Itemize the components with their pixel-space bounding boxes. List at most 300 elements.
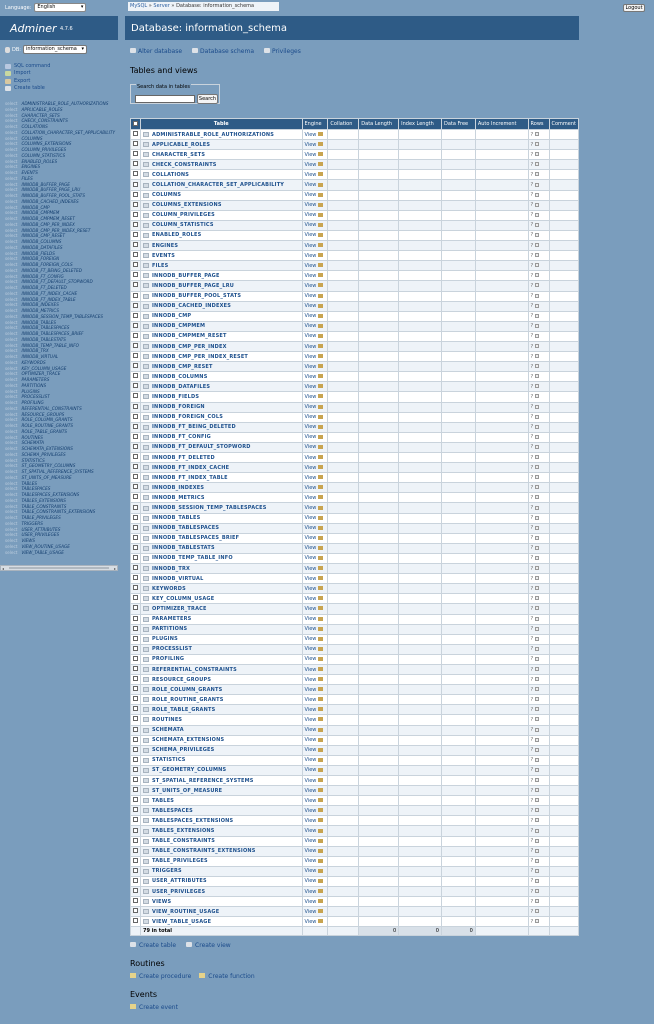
view-link[interactable]: View — [304, 313, 317, 320]
row-checkbox[interactable] — [131, 584, 141, 594]
sidebar-table-link[interactable]: EVENTS — [21, 170, 38, 175]
rows-edit-icon[interactable] — [535, 364, 539, 368]
alter-view-icon[interactable] — [318, 233, 323, 237]
sidebar-table-link[interactable]: COLUMNS_EXTENSIONS — [21, 141, 72, 147]
table-name[interactable]: TABLE_CONSTRAINTS — [152, 838, 216, 845]
create-procedure-item[interactable] — [130, 973, 191, 980]
column-header-rows[interactable]: Rows — [528, 119, 549, 130]
table-name[interactable]: RESOURCE_GROUPS — [152, 676, 212, 683]
sidebar-table-link[interactable]: OPTIMIZER_TRACE — [21, 371, 61, 377]
sidebar-select-link[interactable]: select — [5, 354, 18, 359]
view-link[interactable]: View — [304, 888, 317, 895]
sidebar-table-link[interactable]: VIEW_TABLE_USAGE — [21, 549, 64, 555]
view-link[interactable]: View — [304, 151, 317, 158]
sidebar-table-link[interactable]: INNODB_DATAFILES — [21, 244, 63, 250]
table-link[interactable] — [143, 303, 300, 309]
sidebar-table-link[interactable]: KEYWORDS — [21, 359, 46, 365]
table-name[interactable]: INNODB_INDEXES — [152, 484, 205, 491]
row-checkbox[interactable] — [131, 392, 141, 402]
table-link[interactable] — [143, 354, 300, 360]
sidebar-select-link[interactable]: select — [5, 187, 18, 193]
row-checkbox[interactable] — [131, 362, 141, 372]
sidebar-select-link[interactable]: select — [5, 181, 18, 187]
sidebar-table-link[interactable]: FILES — [21, 175, 33, 181]
view-link[interactable]: View — [304, 434, 317, 441]
sidebar-table-link[interactable]: INNODB_CMP_PER_INDEX — [21, 221, 75, 227]
row-checkbox[interactable] — [131, 372, 141, 382]
alter-view-icon[interactable] — [318, 606, 323, 610]
table-name[interactable]: INNODB_SESSION_TEMP_TABLESPACES — [152, 505, 267, 512]
rows-edit-icon[interactable] — [535, 879, 539, 883]
sidebar-select-link[interactable]: select — [5, 106, 18, 112]
rows-edit-icon[interactable] — [535, 132, 539, 136]
sidebar-select-link[interactable]: select — [5, 428, 18, 434]
import-link[interactable]: Import — [14, 70, 31, 77]
sidebar-table-link[interactable]: ENGINES — [21, 164, 41, 170]
rows-edit-icon[interactable] — [535, 788, 539, 792]
table-link[interactable] — [143, 616, 300, 622]
table-link[interactable] — [143, 626, 300, 632]
sidebar-select-link[interactable]: select — [5, 336, 18, 342]
sidebar-table-link[interactable]: TABLE_CONSTRAINTS — [21, 503, 67, 509]
rows-edit-icon[interactable] — [535, 152, 539, 156]
sidebar-table-link[interactable]: REFERENTIAL_CONSTRAINTS — [21, 405, 82, 411]
alter-view-icon[interactable] — [318, 223, 323, 227]
table-link[interactable] — [143, 202, 300, 208]
alter-view-icon[interactable] — [318, 253, 323, 257]
row-checkbox[interactable] — [131, 271, 141, 281]
sidebar-table-link[interactable]: INNODB_BUFFER_POOL_STATS — [21, 193, 85, 198]
row-checkbox[interactable] — [131, 402, 141, 412]
alter-view-icon[interactable] — [318, 526, 323, 530]
rows-edit-icon[interactable] — [535, 384, 539, 388]
table-link[interactable] — [143, 586, 300, 592]
create-table-link[interactable]: Create table — [14, 84, 45, 91]
rows-edit-icon[interactable] — [535, 758, 539, 762]
sidebar-select-link[interactable]: select — [5, 411, 18, 417]
row-checkbox[interactable] — [131, 432, 141, 442]
table-link[interactable] — [143, 838, 300, 844]
sidebar-table-link[interactable]: INNODB_TABLESPACES — [21, 325, 70, 331]
table-link[interactable] — [143, 868, 300, 874]
view-link[interactable]: View — [304, 737, 317, 744]
view-link[interactable]: View — [304, 242, 317, 249]
rows-edit-icon[interactable] — [535, 172, 539, 176]
view-link[interactable]: View — [304, 535, 317, 542]
table-link[interactable] — [143, 152, 300, 158]
table-name[interactable]: OPTIMIZER_TRACE — [152, 605, 207, 612]
table-link[interactable] — [143, 576, 300, 582]
table-link[interactable] — [143, 333, 300, 339]
table-link[interactable] — [143, 747, 300, 753]
alter-view-icon[interactable] — [318, 818, 323, 822]
create-event-item[interactable] — [130, 1004, 178, 1011]
breadcrumb-server-link[interactable]: Server — [153, 3, 170, 9]
sidebar-horizontal-scrollbar[interactable] — [0, 565, 118, 571]
alter-view-icon[interactable] — [318, 546, 323, 550]
table-name[interactable]: COLUMNS_EXTENSIONS — [152, 202, 222, 209]
sidebar-table-link[interactable]: PARAMETERS — [21, 377, 50, 382]
alter-view-icon[interactable] — [318, 172, 323, 176]
alter-view-icon[interactable] — [318, 859, 323, 863]
table-link[interactable] — [143, 727, 300, 733]
view-link[interactable]: View — [304, 787, 317, 794]
select-all-checkbox[interactable] — [131, 119, 141, 130]
alter-view-icon[interactable] — [318, 576, 323, 580]
row-checkbox[interactable] — [131, 594, 141, 604]
row-checkbox[interactable] — [131, 180, 141, 190]
row-checkbox[interactable] — [131, 170, 141, 180]
table-link[interactable] — [143, 263, 300, 269]
table-name[interactable]: INNODB_BUFFER_PAGE_LRU — [152, 282, 235, 289]
rows-edit-icon[interactable] — [535, 596, 539, 600]
table-link[interactable] — [143, 848, 300, 854]
table-name[interactable]: INNODB_FT_DELETED — [152, 454, 215, 461]
view-link[interactable]: View — [304, 515, 317, 522]
command-create-table[interactable] — [5, 85, 50, 92]
table-name[interactable]: USER_PRIVILEGES — [152, 888, 206, 895]
sidebar-select-link[interactable]: select — [5, 256, 18, 262]
view-link[interactable]: View — [304, 474, 317, 481]
sidebar-select-link[interactable]: select — [5, 233, 18, 239]
alter-database-link[interactable]: Alter database — [138, 48, 183, 55]
sidebar-select-link[interactable]: select — [5, 244, 18, 250]
row-checkbox[interactable] — [131, 331, 141, 341]
row-checkbox[interactable] — [131, 543, 141, 553]
view-link[interactable]: View — [304, 323, 317, 330]
row-checkbox[interactable] — [131, 897, 141, 907]
sidebar-select-link[interactable]: select — [5, 394, 18, 400]
table-name[interactable]: ROLE_ROUTINE_GRANTS — [152, 696, 224, 703]
alter-view-icon[interactable] — [318, 657, 323, 661]
alter-view-icon[interactable] — [318, 495, 323, 499]
rows-edit-icon[interactable] — [535, 576, 539, 580]
alter-view-icon[interactable] — [318, 697, 323, 701]
rows-edit-icon[interactable] — [535, 334, 539, 338]
rows-edit-icon[interactable] — [535, 526, 539, 530]
row-checkbox[interactable] — [131, 321, 141, 331]
row-checkbox[interactable] — [131, 190, 141, 200]
create-table-item[interactable] — [130, 942, 176, 949]
sidebar-select-link[interactable]: select — [5, 388, 18, 394]
table-name[interactable]: VIEW_TABLE_USAGE — [152, 918, 212, 925]
table-name[interactable]: SCHEMA_PRIVILEGES — [152, 747, 215, 754]
alter-view-icon[interactable] — [318, 627, 323, 631]
sidebar-select-link[interactable]: select — [5, 348, 18, 354]
row-checkbox[interactable] — [131, 856, 141, 866]
privileges-item[interactable] — [264, 48, 301, 55]
sidebar-table-link[interactable]: COLUMNS — [21, 135, 43, 141]
rows-edit-icon[interactable] — [535, 183, 539, 187]
table-name[interactable]: PARTITIONS — [152, 626, 188, 633]
view-link[interactable]: View — [304, 727, 317, 734]
sidebar-select-link[interactable]: select — [5, 267, 18, 273]
table-name[interactable]: KEYWORDS — [152, 585, 186, 592]
view-link[interactable]: View — [304, 505, 317, 512]
sidebar-table-link[interactable]: ROLE_TABLE_GRANTS — [21, 428, 68, 434]
view-link[interactable]: View — [304, 828, 317, 835]
rows-edit-icon[interactable] — [535, 283, 539, 287]
table-name[interactable]: ST_GEOMETRY_COLUMNS — [152, 767, 227, 774]
table-link[interactable] — [143, 142, 300, 148]
alter-database-item[interactable] — [130, 48, 182, 55]
table-link[interactable] — [143, 798, 300, 804]
row-checkbox[interactable] — [131, 382, 141, 392]
table-link[interactable] — [143, 677, 300, 683]
rows-edit-icon[interactable] — [535, 798, 539, 802]
view-link[interactable]: View — [304, 838, 317, 845]
sidebar-table-link[interactable]: INNODB_CMPMEM — [21, 210, 60, 216]
view-link[interactable]: View — [304, 848, 317, 855]
table-link[interactable] — [143, 414, 300, 420]
table-name[interactable]: INNODB_TABLESTATS — [152, 545, 215, 552]
column-header-data-free[interactable]: Data Free — [441, 119, 475, 130]
logout-button[interactable]: Logout — [623, 4, 645, 12]
alter-view-icon[interactable] — [318, 707, 323, 711]
create-procedure-link[interactable]: Create procedure — [139, 973, 192, 980]
rows-edit-icon[interactable] — [535, 203, 539, 207]
view-link[interactable]: View — [304, 636, 317, 643]
sidebar-select-link[interactable]: select — [5, 515, 18, 520]
table-name[interactable]: INNODB_FT_INDEX_CACHE — [152, 464, 230, 471]
table-link[interactable] — [143, 475, 300, 481]
table-name[interactable]: ROLE_TABLE_GRANTS — [152, 706, 216, 713]
sidebar-select-link[interactable]: select — [5, 359, 18, 365]
sidebar-table-link[interactable]: TABLE_PRIVILEGES — [21, 515, 61, 520]
rows-edit-icon[interactable] — [535, 697, 539, 701]
sidebar-select-link[interactable]: select — [5, 118, 18, 124]
alter-view-icon[interactable] — [318, 637, 323, 641]
row-checkbox[interactable] — [131, 887, 141, 897]
sidebar-select-link[interactable]: select — [5, 147, 18, 152]
sidebar-select-link[interactable]: select — [5, 365, 18, 371]
table-name[interactable]: INNODB_BUFFER_POOL_STATS — [152, 293, 242, 300]
table-link[interactable] — [143, 899, 300, 905]
sidebar-table-link[interactable]: INNODB_FT_BEING_DELETED — [21, 267, 83, 273]
table-link[interactable] — [143, 606, 300, 612]
rows-edit-icon[interactable] — [535, 445, 539, 449]
search-input[interactable] — [135, 95, 195, 103]
sidebar-table-link[interactable]: KEY_COLUMN_USAGE — [21, 365, 67, 371]
row-checkbox[interactable] — [131, 200, 141, 210]
sidebar-select-link[interactable]: select — [5, 164, 18, 170]
rows-edit-icon[interactable] — [535, 859, 539, 863]
column-header-collation[interactable]: Collation — [328, 119, 359, 130]
alter-view-icon[interactable] — [318, 667, 323, 671]
rows-edit-icon[interactable] — [535, 344, 539, 348]
sidebar-table-link[interactable]: CHARACTER_SETS — [21, 112, 60, 118]
alter-view-icon[interactable] — [318, 829, 323, 833]
privileges-link[interactable]: Privileges — [272, 48, 301, 55]
rows-edit-icon[interactable] — [535, 738, 539, 742]
view-link[interactable]: View — [304, 868, 317, 875]
table-link[interactable] — [143, 737, 300, 743]
rows-edit-icon[interactable] — [535, 374, 539, 378]
sidebar-table-link[interactable]: TABLE_CONSTRAINTS_EXTENSIONS — [21, 509, 96, 515]
sidebar-table-link[interactable]: VIEW_ROUTINE_USAGE — [21, 543, 70, 549]
row-checkbox[interactable] — [131, 806, 141, 816]
database-schema-item[interactable] — [192, 48, 254, 55]
sidebar-table-link[interactable]: INNODB_FT_INDEX_CACHE — [21, 290, 78, 296]
row-checkbox[interactable] — [131, 140, 141, 150]
sidebar-select-link[interactable]: select — [5, 480, 18, 486]
sidebar-table-link[interactable]: SCHEMATA — [21, 440, 45, 446]
sidebar-select-link[interactable]: select — [5, 221, 18, 227]
scrollbar-thumb[interactable] — [9, 567, 109, 569]
rows-edit-icon[interactable] — [535, 516, 539, 520]
rows-edit-icon[interactable] — [535, 637, 539, 641]
alter-view-icon[interactable] — [318, 788, 323, 792]
sidebar-table-link[interactable]: ST_GEOMETRY_COLUMNS — [21, 463, 76, 469]
sidebar-table-item[interactable] — [5, 550, 119, 556]
alter-view-icon[interactable] — [318, 647, 323, 651]
table-link[interactable] — [143, 545, 300, 551]
rows-edit-icon[interactable] — [535, 869, 539, 873]
sidebar-select-link[interactable]: select — [5, 538, 18, 543]
view-link[interactable]: View — [304, 444, 317, 451]
alter-view-icon[interactable] — [318, 364, 323, 368]
table-link[interactable] — [143, 697, 300, 703]
table-name[interactable]: ST_SPATIAL_REFERENCE_SYSTEMS — [152, 777, 254, 784]
sidebar-select-link[interactable]: select — [5, 302, 18, 308]
row-checkbox[interactable] — [131, 150, 141, 160]
alter-view-icon[interactable] — [318, 304, 323, 308]
view-link[interactable]: View — [304, 595, 317, 602]
command-import[interactable] — [5, 70, 50, 77]
table-name[interactable]: FILES — [152, 262, 169, 269]
view-link[interactable]: View — [304, 908, 317, 915]
rows-edit-icon[interactable] — [535, 909, 539, 913]
table-link[interactable] — [143, 465, 300, 471]
view-link[interactable]: View — [304, 918, 317, 925]
sidebar-table-link[interactable]: PARTITIONS — [21, 382, 47, 388]
table-name[interactable]: VIEWS — [152, 898, 172, 905]
view-link[interactable]: View — [304, 696, 317, 703]
table-name[interactable]: INNODB_FT_DEFAULT_STOPWORD — [152, 444, 251, 451]
sidebar-select-link[interactable]: select — [5, 400, 18, 405]
alter-view-icon[interactable] — [318, 273, 323, 277]
rows-edit-icon[interactable] — [535, 617, 539, 621]
rows-edit-icon[interactable] — [535, 193, 539, 197]
table-name[interactable]: USER_ATTRIBUTES — [152, 878, 207, 885]
row-checkbox[interactable] — [131, 210, 141, 220]
view-link[interactable]: View — [304, 141, 317, 148]
table-name[interactable]: INNODB_TABLESPACES_BRIEF — [152, 535, 240, 542]
alter-view-icon[interactable] — [318, 849, 323, 853]
view-link[interactable]: View — [304, 212, 317, 219]
sidebar-select-link[interactable]: select — [5, 279, 18, 285]
view-link[interactable]: View — [304, 404, 317, 411]
table-link[interactable] — [143, 162, 300, 168]
sidebar-table-link[interactable]: PLUGINS — [21, 388, 40, 394]
sidebar-select-link[interactable]: select — [5, 170, 18, 175]
sidebar-select-link[interactable]: select — [5, 497, 18, 503]
rows-edit-icon[interactable] — [535, 849, 539, 853]
rows-edit-icon[interactable] — [535, 495, 539, 499]
sidebar-table-link[interactable]: INNODB_CMP — [21, 204, 50, 210]
table-name[interactable]: ENGINES — [152, 242, 179, 249]
table-name[interactable]: CHECK_CONSTRAINTS — [152, 161, 217, 168]
view-link[interactable]: View — [304, 232, 317, 239]
row-checkbox[interactable] — [131, 866, 141, 876]
sidebar-table-link[interactable]: INNODB_VIRTUAL — [21, 354, 59, 359]
alter-view-icon[interactable] — [318, 687, 323, 691]
rows-edit-icon[interactable] — [535, 728, 539, 732]
alter-view-icon[interactable] — [318, 263, 323, 267]
view-link[interactable]: View — [304, 202, 317, 209]
table-name[interactable]: INNODB_BUFFER_PAGE — [152, 272, 220, 279]
view-link[interactable]: View — [304, 383, 317, 390]
sidebar-select-link[interactable]: select — [5, 204, 18, 210]
table-link[interactable] — [143, 192, 300, 198]
rows-edit-icon[interactable] — [535, 586, 539, 590]
table-name[interactable]: PLUGINS — [152, 636, 178, 643]
table-link[interactable] — [143, 667, 300, 673]
table-link[interactable] — [143, 889, 300, 895]
sidebar-select-link[interactable]: select — [5, 308, 18, 313]
rows-edit-icon[interactable] — [535, 263, 539, 267]
table-name[interactable]: INNODB_CMP_PER_INDEX — [152, 343, 227, 350]
column-header-data-length[interactable]: Data Length — [359, 119, 399, 130]
row-checkbox[interactable] — [131, 907, 141, 917]
row-checkbox[interactable] — [131, 735, 141, 745]
sidebar-select-link[interactable]: select — [5, 239, 18, 244]
sidebar-table-link[interactable]: ST_SPATIAL_REFERENCE_SYSTEMS — [21, 469, 94, 474]
sidebar-table-link[interactable]: COLLATION_CHARACTER_SET_APPLICABILITY — [21, 129, 116, 135]
row-checkbox[interactable] — [131, 614, 141, 624]
view-link[interactable]: View — [304, 393, 317, 400]
rows-edit-icon[interactable] — [535, 314, 539, 318]
view-link[interactable]: View — [304, 293, 317, 300]
table-name[interactable]: TABLESPACES — [152, 807, 193, 814]
row-checkbox[interactable] — [131, 634, 141, 644]
sidebar-select-link[interactable]: select — [5, 503, 18, 509]
rows-edit-icon[interactable] — [535, 243, 539, 247]
table-link[interactable] — [143, 818, 300, 824]
table-name[interactable]: TABLESPACES_EXTENSIONS — [152, 817, 234, 824]
sidebar-select-link[interactable]: select — [5, 198, 18, 204]
sidebar-select-link[interactable]: select — [5, 417, 18, 423]
alter-view-icon[interactable] — [318, 536, 323, 540]
table-link[interactable] — [143, 909, 300, 915]
table-link[interactable] — [143, 434, 300, 440]
table-name[interactable]: ENABLED_ROLES — [152, 232, 202, 239]
alter-view-icon[interactable] — [318, 334, 323, 338]
sidebar-select-link[interactable]: select — [5, 457, 18, 463]
table-link[interactable] — [143, 212, 300, 218]
rows-edit-icon[interactable] — [535, 233, 539, 237]
alter-view-icon[interactable] — [318, 919, 323, 923]
row-checkbox[interactable] — [131, 816, 141, 826]
table-name[interactable]: INNODB_FT_INDEX_TABLE — [152, 474, 228, 481]
alter-view-icon[interactable] — [318, 586, 323, 590]
view-link[interactable]: View — [304, 898, 317, 905]
view-link[interactable]: View — [304, 565, 317, 572]
table-link[interactable] — [143, 172, 300, 178]
sidebar-table-link[interactable]: INNODB_TABLESTATS — [21, 336, 66, 342]
sidebar-table-link[interactable]: COLLATIONS — [21, 124, 48, 129]
row-checkbox[interactable] — [131, 352, 141, 362]
view-link[interactable]: View — [304, 171, 317, 178]
sidebar-select-link[interactable]: select — [5, 382, 18, 388]
alter-view-icon[interactable] — [318, 152, 323, 156]
table-link[interactable] — [143, 374, 300, 380]
rows-edit-icon[interactable] — [535, 485, 539, 489]
rows-edit-icon[interactable] — [535, 405, 539, 409]
table-link[interactable] — [143, 222, 300, 228]
row-checkbox[interactable] — [131, 675, 141, 685]
row-checkbox[interactable] — [131, 160, 141, 170]
